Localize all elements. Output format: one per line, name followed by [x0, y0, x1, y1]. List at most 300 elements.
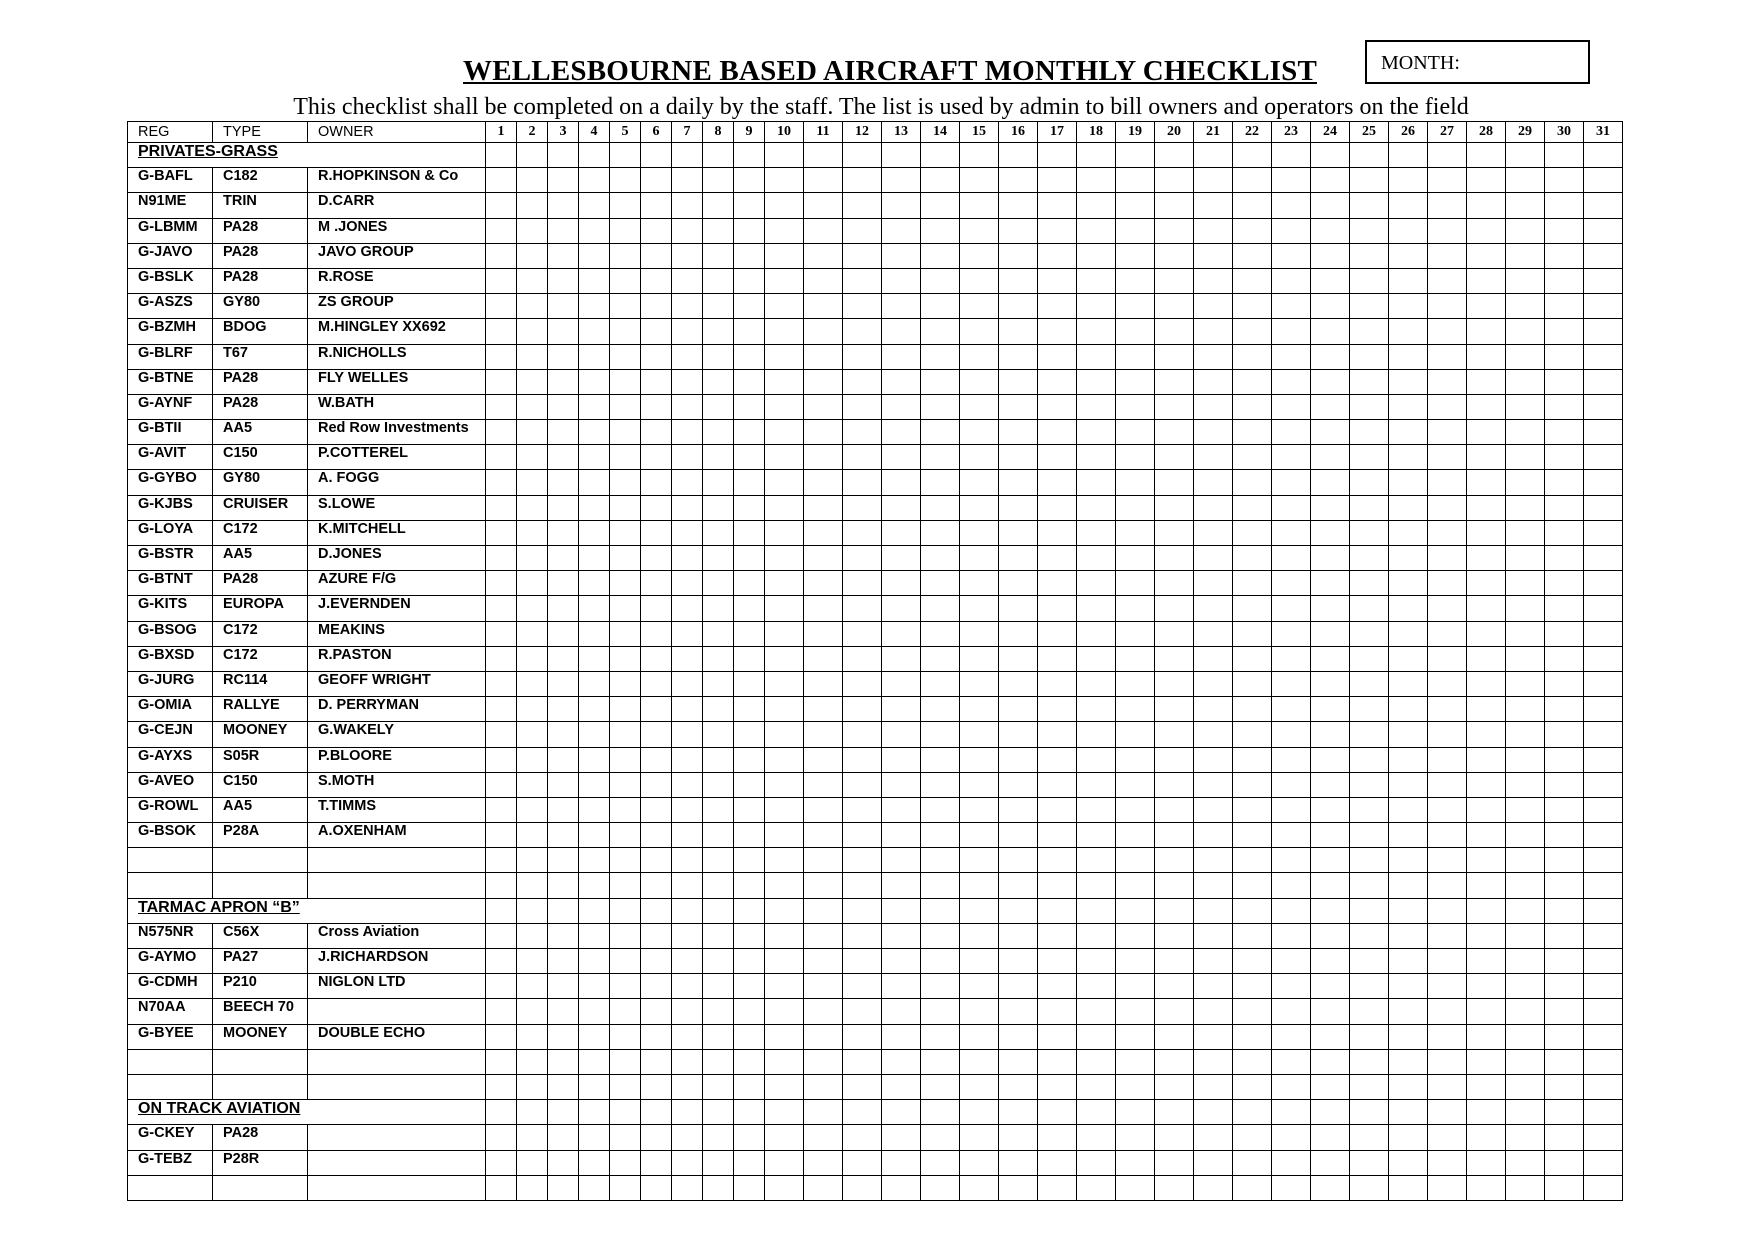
day-check-cell[interactable] [517, 344, 548, 369]
day-check-cell[interactable] [999, 520, 1038, 545]
day-check-cell[interactable] [548, 772, 579, 797]
day-check-cell[interactable] [486, 445, 517, 470]
day-check-cell[interactable] [1116, 974, 1155, 999]
day-check-cell[interactable] [1428, 243, 1467, 268]
day-check-cell[interactable] [1389, 646, 1428, 671]
day-check-cell[interactable] [1038, 873, 1077, 898]
day-check-cell[interactable] [1077, 747, 1116, 772]
day-check-cell[interactable] [1194, 898, 1233, 923]
day-check-cell[interactable] [1584, 143, 1623, 168]
day-check-cell[interactable] [1233, 1074, 1272, 1099]
day-check-cell[interactable] [641, 1074, 672, 1099]
day-check-cell[interactable] [804, 873, 843, 898]
day-check-cell[interactable] [517, 546, 548, 571]
day-check-cell[interactable] [1194, 722, 1233, 747]
day-check-cell[interactable] [703, 1175, 734, 1200]
day-check-cell[interactable] [1272, 571, 1311, 596]
day-check-cell[interactable] [960, 621, 999, 646]
day-check-cell[interactable] [921, 1125, 960, 1150]
day-check-cell[interactable] [517, 445, 548, 470]
day-check-cell[interactable] [1233, 1100, 1272, 1125]
day-check-cell[interactable] [517, 1024, 548, 1049]
day-check-cell[interactable] [882, 344, 921, 369]
day-check-cell[interactable] [1194, 923, 1233, 948]
day-check-cell[interactable] [1233, 546, 1272, 571]
day-check-cell[interactable] [1506, 193, 1545, 218]
day-check-cell[interactable] [1545, 420, 1584, 445]
day-check-cell[interactable] [1467, 1074, 1506, 1099]
day-check-cell[interactable] [486, 571, 517, 596]
day-check-cell[interactable] [1428, 1175, 1467, 1200]
day-check-cell[interactable] [641, 420, 672, 445]
day-check-cell[interactable] [486, 898, 517, 923]
day-check-cell[interactable] [1311, 394, 1350, 419]
day-check-cell[interactable] [734, 873, 765, 898]
day-check-cell[interactable] [765, 1049, 804, 1074]
day-check-cell[interactable] [610, 697, 641, 722]
day-check-cell[interactable] [610, 646, 641, 671]
day-check-cell[interactable] [548, 898, 579, 923]
day-check-cell[interactable] [1467, 193, 1506, 218]
day-check-cell[interactable] [703, 1125, 734, 1150]
day-check-cell[interactable] [1233, 1150, 1272, 1175]
day-check-cell[interactable] [843, 420, 882, 445]
day-check-cell[interactable] [579, 394, 610, 419]
day-check-cell[interactable] [1194, 495, 1233, 520]
day-check-cell[interactable] [1272, 949, 1311, 974]
day-check-cell[interactable] [882, 823, 921, 848]
day-check-cell[interactable] [517, 495, 548, 520]
day-check-cell[interactable] [1584, 420, 1623, 445]
day-check-cell[interactable] [1116, 1024, 1155, 1049]
day-check-cell[interactable] [1506, 722, 1545, 747]
day-check-cell[interactable] [517, 823, 548, 848]
day-check-cell[interactable] [1389, 193, 1428, 218]
day-check-cell[interactable] [1350, 394, 1389, 419]
day-check-cell[interactable] [703, 949, 734, 974]
day-check-cell[interactable] [882, 520, 921, 545]
day-check-cell[interactable] [1467, 1175, 1506, 1200]
day-check-cell[interactable] [1311, 143, 1350, 168]
day-check-cell[interactable] [610, 621, 641, 646]
day-check-cell[interactable] [1077, 546, 1116, 571]
day-check-cell[interactable] [765, 268, 804, 293]
day-check-cell[interactable] [1155, 646, 1194, 671]
day-check-cell[interactable] [1428, 520, 1467, 545]
day-check-cell[interactable] [1116, 747, 1155, 772]
day-check-cell[interactable] [517, 571, 548, 596]
day-check-cell[interactable] [548, 797, 579, 822]
day-check-cell[interactable] [1272, 923, 1311, 948]
day-check-cell[interactable] [1116, 143, 1155, 168]
day-check-cell[interactable] [1077, 193, 1116, 218]
day-check-cell[interactable] [703, 369, 734, 394]
day-check-cell[interactable] [703, 420, 734, 445]
day-check-cell[interactable] [548, 369, 579, 394]
day-check-cell[interactable] [1584, 747, 1623, 772]
day-check-cell[interactable] [1155, 596, 1194, 621]
day-check-cell[interactable] [579, 772, 610, 797]
day-check-cell[interactable] [1545, 520, 1584, 545]
day-check-cell[interactable] [804, 823, 843, 848]
day-check-cell[interactable] [765, 923, 804, 948]
day-check-cell[interactable] [1155, 722, 1194, 747]
day-check-cell[interactable] [921, 168, 960, 193]
day-check-cell[interactable] [1038, 646, 1077, 671]
day-check-cell[interactable] [579, 319, 610, 344]
day-check-cell[interactable] [1077, 671, 1116, 696]
day-check-cell[interactable] [1233, 1049, 1272, 1074]
day-check-cell[interactable] [703, 747, 734, 772]
day-check-cell[interactable] [1155, 218, 1194, 243]
day-check-cell[interactable] [1116, 193, 1155, 218]
day-check-cell[interactable] [1428, 697, 1467, 722]
day-check-cell[interactable] [672, 394, 703, 419]
day-check-cell[interactable] [960, 722, 999, 747]
day-check-cell[interactable] [548, 1074, 579, 1099]
day-check-cell[interactable] [843, 722, 882, 747]
day-check-cell[interactable] [765, 168, 804, 193]
day-check-cell[interactable] [610, 671, 641, 696]
day-check-cell[interactable] [1233, 949, 1272, 974]
day-check-cell[interactable] [641, 143, 672, 168]
day-check-cell[interactable] [1350, 268, 1389, 293]
day-check-cell[interactable] [1116, 445, 1155, 470]
day-check-cell[interactable] [641, 848, 672, 873]
day-check-cell[interactable] [672, 848, 703, 873]
day-check-cell[interactable] [610, 369, 641, 394]
day-check-cell[interactable] [517, 596, 548, 621]
day-check-cell[interactable] [882, 1024, 921, 1049]
day-check-cell[interactable] [517, 168, 548, 193]
day-check-cell[interactable] [1389, 168, 1428, 193]
day-check-cell[interactable] [882, 848, 921, 873]
day-check-cell[interactable] [1311, 797, 1350, 822]
day-check-cell[interactable] [672, 218, 703, 243]
day-check-cell[interactable] [1272, 294, 1311, 319]
day-check-cell[interactable] [734, 697, 765, 722]
day-check-cell[interactable] [1506, 319, 1545, 344]
day-check-cell[interactable] [1428, 1074, 1467, 1099]
day-check-cell[interactable] [641, 1150, 672, 1175]
day-check-cell[interactable] [804, 974, 843, 999]
day-check-cell[interactable] [1389, 218, 1428, 243]
day-check-cell[interactable] [672, 470, 703, 495]
day-check-cell[interactable] [921, 268, 960, 293]
day-check-cell[interactable] [610, 949, 641, 974]
day-check-cell[interactable] [882, 697, 921, 722]
day-check-cell[interactable] [1077, 571, 1116, 596]
day-check-cell[interactable] [1194, 747, 1233, 772]
day-check-cell[interactable] [999, 344, 1038, 369]
day-check-cell[interactable] [672, 1074, 703, 1099]
day-check-cell[interactable] [486, 1024, 517, 1049]
day-check-cell[interactable] [1389, 596, 1428, 621]
day-check-cell[interactable] [1155, 268, 1194, 293]
day-check-cell[interactable] [672, 369, 703, 394]
day-check-cell[interactable] [672, 671, 703, 696]
day-check-cell[interactable] [486, 243, 517, 268]
day-check-cell[interactable] [1506, 268, 1545, 293]
day-check-cell[interactable] [1350, 949, 1389, 974]
day-check-cell[interactable] [734, 394, 765, 419]
day-check-cell[interactable] [1428, 722, 1467, 747]
day-check-cell[interactable] [1545, 596, 1584, 621]
day-check-cell[interactable] [765, 1175, 804, 1200]
day-check-cell[interactable] [734, 495, 765, 520]
day-check-cell[interactable] [765, 394, 804, 419]
day-check-cell[interactable] [843, 949, 882, 974]
day-check-cell[interactable] [517, 420, 548, 445]
day-check-cell[interactable] [486, 848, 517, 873]
day-check-cell[interactable] [641, 1024, 672, 1049]
day-check-cell[interactable] [1428, 495, 1467, 520]
day-check-cell[interactable] [486, 747, 517, 772]
day-check-cell[interactable] [672, 243, 703, 268]
day-check-cell[interactable] [1545, 646, 1584, 671]
day-check-cell[interactable] [999, 319, 1038, 344]
day-check-cell[interactable] [999, 621, 1038, 646]
day-check-cell[interactable] [579, 420, 610, 445]
day-check-cell[interactable] [765, 949, 804, 974]
day-check-cell[interactable] [1194, 1100, 1233, 1125]
day-check-cell[interactable] [1116, 923, 1155, 948]
day-check-cell[interactable] [843, 621, 882, 646]
day-check-cell[interactable] [999, 596, 1038, 621]
day-check-cell[interactable] [1584, 671, 1623, 696]
day-check-cell[interactable] [734, 949, 765, 974]
day-check-cell[interactable] [734, 621, 765, 646]
day-check-cell[interactable] [1272, 1175, 1311, 1200]
day-check-cell[interactable] [1077, 470, 1116, 495]
day-check-cell[interactable] [1467, 999, 1506, 1024]
day-check-cell[interactable] [517, 143, 548, 168]
day-check-cell[interactable] [641, 546, 672, 571]
day-check-cell[interactable] [1077, 621, 1116, 646]
day-check-cell[interactable] [1506, 671, 1545, 696]
day-check-cell[interactable] [1155, 445, 1194, 470]
day-check-cell[interactable] [1038, 1125, 1077, 1150]
day-check-cell[interactable] [672, 747, 703, 772]
day-check-cell[interactable] [672, 546, 703, 571]
day-check-cell[interactable] [1272, 722, 1311, 747]
day-check-cell[interactable] [1155, 1074, 1194, 1099]
day-check-cell[interactable] [672, 722, 703, 747]
day-check-cell[interactable] [1350, 294, 1389, 319]
day-check-cell[interactable] [734, 898, 765, 923]
day-check-cell[interactable] [804, 1175, 843, 1200]
day-check-cell[interactable] [1389, 898, 1428, 923]
day-check-cell[interactable] [1506, 420, 1545, 445]
day-check-cell[interactable] [804, 420, 843, 445]
day-check-cell[interactable] [610, 495, 641, 520]
day-check-cell[interactable] [548, 571, 579, 596]
day-check-cell[interactable] [1311, 848, 1350, 873]
day-check-cell[interactable] [1311, 596, 1350, 621]
day-check-cell[interactable] [672, 1125, 703, 1150]
day-check-cell[interactable] [882, 1150, 921, 1175]
day-check-cell[interactable] [1506, 344, 1545, 369]
day-check-cell[interactable] [1194, 445, 1233, 470]
day-check-cell[interactable] [610, 294, 641, 319]
day-check-cell[interactable] [921, 243, 960, 268]
day-check-cell[interactable] [486, 596, 517, 621]
day-check-cell[interactable] [765, 772, 804, 797]
day-check-cell[interactable] [579, 797, 610, 822]
day-check-cell[interactable] [804, 168, 843, 193]
day-check-cell[interactable] [1467, 621, 1506, 646]
day-check-cell[interactable] [999, 722, 1038, 747]
day-check-cell[interactable] [1155, 1175, 1194, 1200]
day-check-cell[interactable] [1545, 823, 1584, 848]
day-check-cell[interactable] [1389, 747, 1428, 772]
day-check-cell[interactable] [921, 923, 960, 948]
day-check-cell[interactable] [882, 319, 921, 344]
day-check-cell[interactable] [734, 520, 765, 545]
day-check-cell[interactable] [703, 823, 734, 848]
day-check-cell[interactable] [1233, 1024, 1272, 1049]
day-check-cell[interactable] [804, 596, 843, 621]
day-check-cell[interactable] [703, 797, 734, 822]
day-check-cell[interactable] [517, 1049, 548, 1074]
day-check-cell[interactable] [1155, 949, 1194, 974]
day-check-cell[interactable] [517, 848, 548, 873]
day-check-cell[interactable] [960, 1100, 999, 1125]
day-check-cell[interactable] [1389, 999, 1428, 1024]
day-check-cell[interactable] [1389, 1074, 1428, 1099]
day-check-cell[interactable] [765, 974, 804, 999]
day-check-cell[interactable] [999, 470, 1038, 495]
day-check-cell[interactable] [921, 1100, 960, 1125]
day-check-cell[interactable] [843, 873, 882, 898]
day-check-cell[interactable] [703, 873, 734, 898]
day-check-cell[interactable] [579, 848, 610, 873]
day-check-cell[interactable] [734, 193, 765, 218]
day-check-cell[interactable] [1428, 1049, 1467, 1074]
day-check-cell[interactable] [999, 747, 1038, 772]
day-check-cell[interactable] [1506, 772, 1545, 797]
day-check-cell[interactable] [804, 898, 843, 923]
day-check-cell[interactable] [882, 646, 921, 671]
day-check-cell[interactable] [843, 697, 882, 722]
day-check-cell[interactable] [1467, 1049, 1506, 1074]
day-check-cell[interactable] [1467, 319, 1506, 344]
day-check-cell[interactable] [579, 621, 610, 646]
day-check-cell[interactable] [610, 923, 641, 948]
day-check-cell[interactable] [1155, 571, 1194, 596]
day-check-cell[interactable] [765, 848, 804, 873]
day-check-cell[interactable] [1272, 369, 1311, 394]
day-check-cell[interactable] [703, 621, 734, 646]
day-check-cell[interactable] [517, 243, 548, 268]
day-check-cell[interactable] [960, 873, 999, 898]
day-check-cell[interactable] [882, 747, 921, 772]
day-check-cell[interactable] [672, 571, 703, 596]
day-check-cell[interactable] [1038, 621, 1077, 646]
day-check-cell[interactable] [1584, 873, 1623, 898]
day-check-cell[interactable] [1272, 898, 1311, 923]
day-check-cell[interactable] [882, 394, 921, 419]
day-check-cell[interactable] [1506, 596, 1545, 621]
day-check-cell[interactable] [703, 974, 734, 999]
day-check-cell[interactable] [882, 772, 921, 797]
day-check-cell[interactable] [1584, 1074, 1623, 1099]
day-check-cell[interactable] [1038, 394, 1077, 419]
day-check-cell[interactable] [1428, 823, 1467, 848]
day-check-cell[interactable] [1584, 848, 1623, 873]
day-check-cell[interactable] [804, 797, 843, 822]
day-check-cell[interactable] [517, 193, 548, 218]
day-check-cell[interactable] [1233, 596, 1272, 621]
day-check-cell[interactable] [579, 193, 610, 218]
day-check-cell[interactable] [804, 1100, 843, 1125]
day-check-cell[interactable] [1233, 369, 1272, 394]
day-check-cell[interactable] [548, 495, 579, 520]
day-check-cell[interactable] [579, 923, 610, 948]
day-check-cell[interactable] [1272, 495, 1311, 520]
day-check-cell[interactable] [921, 218, 960, 243]
day-check-cell[interactable] [641, 1175, 672, 1200]
day-check-cell[interactable] [960, 243, 999, 268]
day-check-cell[interactable] [1116, 394, 1155, 419]
day-check-cell[interactable] [703, 168, 734, 193]
day-check-cell[interactable] [765, 671, 804, 696]
day-check-cell[interactable] [960, 520, 999, 545]
day-check-cell[interactable] [1233, 571, 1272, 596]
day-check-cell[interactable] [703, 1150, 734, 1175]
day-check-cell[interactable] [672, 999, 703, 1024]
day-check-cell[interactable] [579, 546, 610, 571]
day-check-cell[interactable] [486, 621, 517, 646]
day-check-cell[interactable] [672, 445, 703, 470]
day-check-cell[interactable] [1545, 999, 1584, 1024]
day-check-cell[interactable] [960, 268, 999, 293]
day-check-cell[interactable] [765, 193, 804, 218]
day-check-cell[interactable] [1506, 1024, 1545, 1049]
day-check-cell[interactable] [1233, 218, 1272, 243]
day-check-cell[interactable] [1389, 823, 1428, 848]
day-check-cell[interactable] [1506, 949, 1545, 974]
day-check-cell[interactable] [703, 268, 734, 293]
day-check-cell[interactable] [610, 1074, 641, 1099]
day-check-cell[interactable] [882, 294, 921, 319]
day-check-cell[interactable] [921, 394, 960, 419]
day-check-cell[interactable] [517, 722, 548, 747]
day-check-cell[interactable] [1467, 772, 1506, 797]
day-check-cell[interactable] [804, 999, 843, 1024]
day-check-cell[interactable] [579, 999, 610, 1024]
day-check-cell[interactable] [641, 344, 672, 369]
day-check-cell[interactable] [1194, 1074, 1233, 1099]
day-check-cell[interactable] [1038, 823, 1077, 848]
day-check-cell[interactable] [1428, 923, 1467, 948]
day-check-cell[interactable] [1545, 1049, 1584, 1074]
day-check-cell[interactable] [1038, 495, 1077, 520]
day-check-cell[interactable] [579, 1175, 610, 1200]
day-check-cell[interactable] [1467, 974, 1506, 999]
day-check-cell[interactable] [1272, 1049, 1311, 1074]
day-check-cell[interactable] [1467, 445, 1506, 470]
day-check-cell[interactable] [1194, 772, 1233, 797]
day-check-cell[interactable] [1428, 143, 1467, 168]
day-check-cell[interactable] [1233, 268, 1272, 293]
day-check-cell[interactable] [641, 722, 672, 747]
day-check-cell[interactable] [579, 1100, 610, 1125]
day-check-cell[interactable] [548, 722, 579, 747]
day-check-cell[interactable] [486, 470, 517, 495]
day-check-cell[interactable] [1545, 470, 1584, 495]
day-check-cell[interactable] [1584, 168, 1623, 193]
